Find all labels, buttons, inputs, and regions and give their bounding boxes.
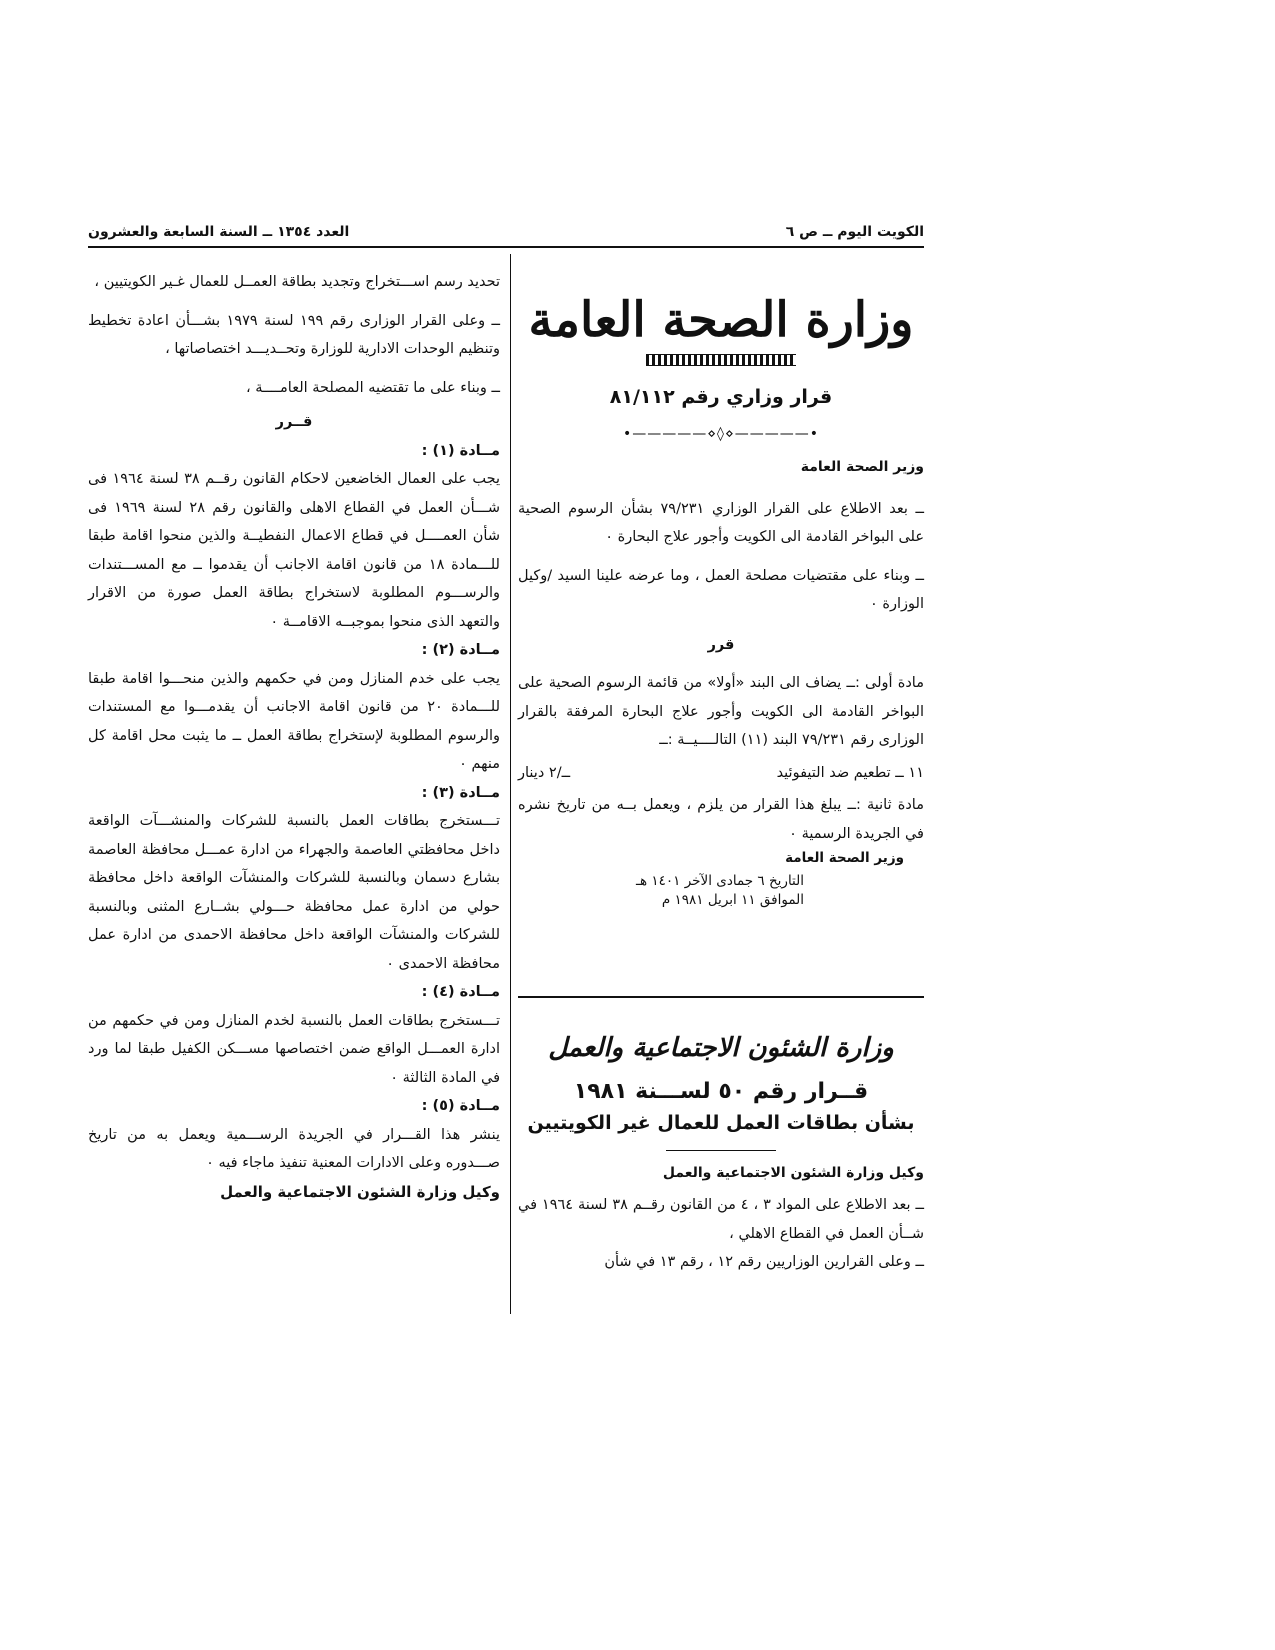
decides-heading: قرر <box>707 636 735 653</box>
decision-subject: بشأن بطاقات العمل للعمال غير الكويتيين <box>527 1112 915 1134</box>
minister-signature: وزير الصحة العامة <box>785 850 904 866</box>
undersecretary-signature: وكيل وزارة الشئون الاجتماعية والعمل <box>220 1182 500 1201</box>
date-hijri: التاريخ ٦ جمادى الآخر ١٤٠١ هـ <box>636 873 804 889</box>
undersecretary-title: وكيل وزارة الشئون الاجتماعية والعمل <box>662 1165 924 1181</box>
page-header <box>88 224 924 242</box>
continuation-paragraph: تحديد رسم اســـتخراج وتجديد بطاقة العمــل للعمال غـير الكويتيين ، <box>94 274 500 290</box>
article-1-label: مــادة (١) : <box>421 442 500 459</box>
ornament-band <box>646 354 796 366</box>
article-3-label: مــادة (٣) : <box>421 784 500 801</box>
article-5-label: مــادة (٥) : <box>421 1098 500 1114</box>
preamble-paragraph-3: ــ بعد الاطلاع على المواد ٣ ، ٤ من القانون رقــم ٣٨ لسنة ١٩٦٤ في شــأن العمل في القطاع الاهلي ، <box>518 1197 924 1242</box>
decision-number-2: قــرار رقم ٥٠ لســـنة ١٩٨١ <box>573 1079 869 1104</box>
preamble-paragraph-5: ــ وعلى القرار الوزارى رقم ١٩٩ لسنة ١٩٧٩ بشـــأن اعادة تخطيط وتنظيم الوحدات الادارية للوزارة وتحــديـــد اختصاصاتها ، <box>88 312 500 357</box>
article-2-text: يجب على خدم المنازل ومن في حكمهم والذين منحـــوا اقامة طبقا للـــمادة ٢٠ من قانون اقامة الاجانب أن يقدمـــوا مع المستندات والرسوم المطلوبة لإستخراج بطاقة العمل ــ ما يثبت محل اقامة كل منهم ٠ <box>88 670 500 772</box>
left-column <box>88 268 500 1206</box>
flourish-divider: •—————⋄◊⋄—————• <box>623 426 819 442</box>
article-two: مادة ثانية :ــ يبلغ هذا القرار من يلزم ، ويعمل بــه من تاريخ نشره في الجريدة الرسمية ٠ <box>518 797 924 842</box>
section-separator <box>518 996 924 998</box>
preamble-paragraph-2: ــ وبناء على مقتضيات مصلحة العمل ، وما عرضه علينا السيد /وكيل الوزارة ٠ <box>518 567 924 612</box>
article-4-text: تـــستخرج بطاقات العمل بالنسبة لخدم المنازل ومن في حكمهم من ادارة العمـــل الواقع ضمن اختصاصها مســـكن الكفيل طبقا لما ورد في المادة الثالثة ٠ <box>88 1012 500 1086</box>
ministry-social-affairs-logo: وزارة الشئون الاجتماعية والعمل <box>548 1033 894 1063</box>
short-rule <box>666 1150 776 1151</box>
header-rule <box>88 246 924 248</box>
fee-item-row <box>518 759 924 788</box>
fee-amount: ــ/٢ دينار <box>518 764 571 781</box>
article-2-label: مــادة (٢) : <box>421 642 500 658</box>
preamble-paragraph-4: ــ وعلى القرارين الوزاريين رقم ١٢ ، رقم ١٣ في شأن <box>604 1254 924 1270</box>
right-column-lower <box>518 1028 924 1277</box>
date-gregorian: الموافق ١١ ابريل ١٩٨١ م <box>661 892 804 908</box>
decides-heading-2: قــرر <box>275 414 313 430</box>
article-3-text: تـــستخرج بطاقات العمل بالنسبة للشركات والمنشـــآت الواقعة داخل محافظتي العاصمة والجهراء من ادارة عمـــل محافظة العاصمة بشارع دسمان وبالنسبة للشركات والمنشآت الواقعة داخل محافظة حولي من ادارة عمل محافظة حـــولي بشــارع المثنى وبالنسبة للشركات والمنشآت الواقعة داخل محافظة الاحمدى من ادارة عمل محافظة الاحمدى ٠ <box>88 813 500 972</box>
preamble-paragraph-6: ــ وبناء على ما تقتضيه المصلحة العامــــة ، <box>245 379 500 396</box>
right-column <box>518 290 924 910</box>
article-5-text: ينشر هذا القـــرار في الجريدة الرســـمية ويعمل به من تاريخ صـــدوره وعلى الادارات المعنية تنفيذ ماجاء فيه ٠ <box>88 1126 500 1171</box>
header-issue-year: العدد ١٣٥٤ ــ السنة السابعة والعشرون <box>88 224 350 240</box>
decision-number: قرار وزاري رقم ٨١/١١٢ <box>609 386 833 408</box>
article-1-text: يجب على العمال الخاضعين لاحكام القانون رقــم ٣٨ لسنة ١٩٦٤ فى شـــأن العمل في القطاع الاهلى والقانون رقم ٢٨ لسنة ١٩٦٩ فى شأن العمــــل في قطاع الاعمال النفطيــة والذين منحوا اقامة طبقا للـــمادة ١٨ من قانون اقامة الاجانب أن يقدموا ــ مع المســـتندات والرســـوم المطلوبة لاستخراج بطاقة العمل صورة من الاقرار والتعهد الذى منحوا بموجبــه الاقامــة ٠ <box>88 471 500 630</box>
preamble-paragraph-1: ــ بعد الاطلاع على القرار الوزاري ٧٩/٢٣١ بشأن الرسوم الصحية على البواخر القادمة الى الكويت وأجور علاج البحارة ٠ <box>518 500 924 545</box>
article-one: مادة أولى :ــ يضاف الى البند «أولا» من قائمة الرسوم الصحية على البواخر القادمة الى الكويت وأجور علاج البحارة المرفقة بالقرار الوزارى رقم ٧٩/٢٣١ البند (١١) التالــــيــة :ــ <box>518 675 924 748</box>
ministry-health-logo: وزارة الصحة العامة <box>528 292 914 348</box>
minister-title: وزير الصحة العامة <box>800 458 924 475</box>
header-publication-page: الكويت اليوم ــ ص ٦ <box>785 224 924 240</box>
column-divider <box>510 254 511 1314</box>
article-4-label: مــادة (٤) : <box>421 984 500 1000</box>
fee-item: ١١ ــ تطعيم ضد التيفوئيد <box>776 764 924 781</box>
